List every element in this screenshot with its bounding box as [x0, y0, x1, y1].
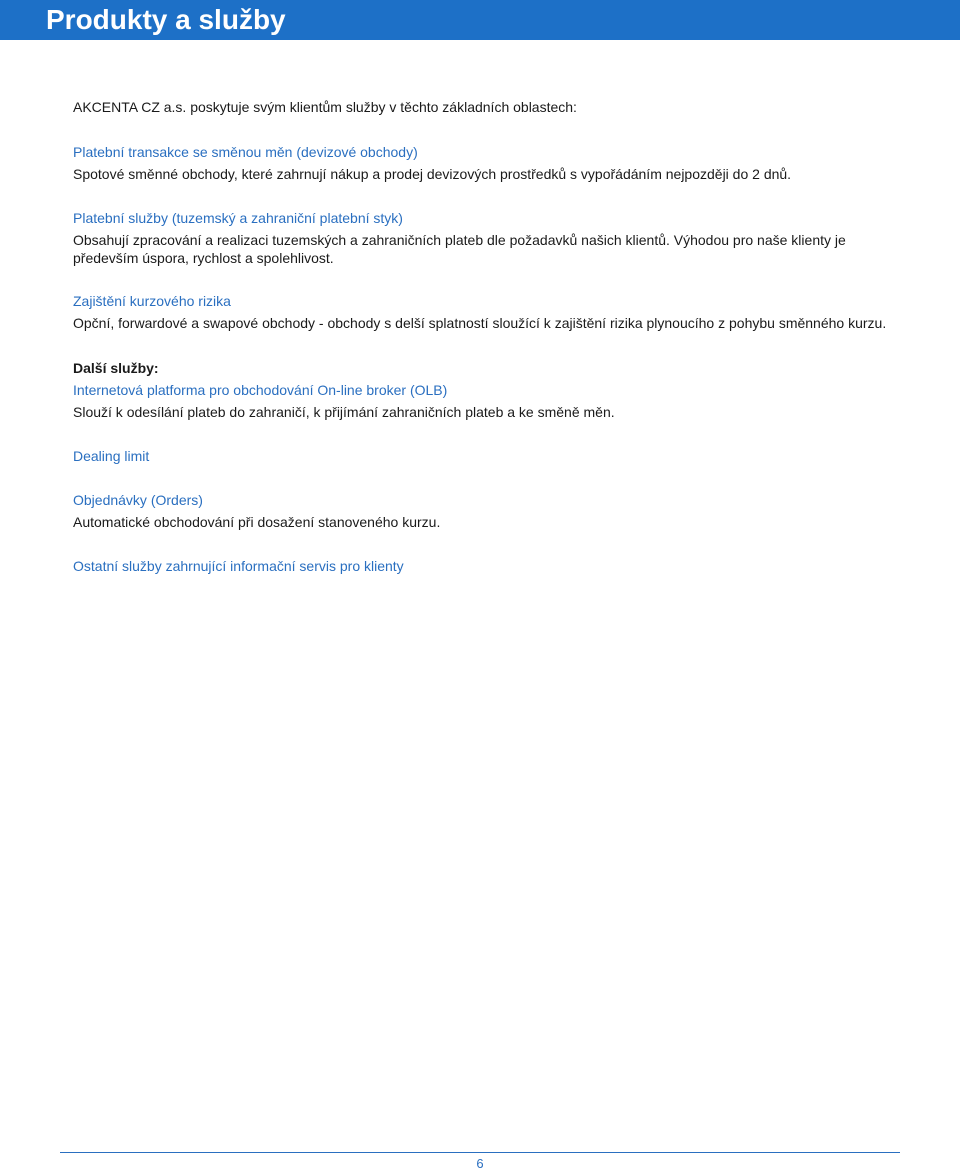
section-text-fx: Spotové směnné obchody, které zahrnují nákup a prodej devizových prostředků s vypořádáním nejpozději do 2 dnů. [73, 166, 792, 182]
service-heading-olb: Internetová platforma pro obchodování On-line broker (OLB) [73, 382, 448, 398]
service-text-olb: Slouží k odesílání plateb do zahraničí, k přijímání zahraničních plateb a ke směně měn. [73, 404, 615, 420]
service-heading-dealing-limit: Dealing limit [73, 448, 150, 464]
section-text-hedging: Opční, forwardové a swapové obchody - obchody s delší splatností sloužící k zajištění rizika plynoucího z pohybu směnného kurzu. [73, 315, 887, 331]
service-text-orders: Automatické obchodování při dosažení stanoveného kurzu. [73, 514, 441, 530]
service-heading-orders: Objednávky (Orders) [73, 492, 203, 508]
footer-divider [60, 1152, 900, 1153]
section-heading-hedging: Zajištění kurzového rizika [73, 293, 231, 309]
service-heading-other: Ostatní služby zahrnující informační servis pro klienty [73, 558, 404, 574]
intro-text: AKCENTA CZ a.s. poskytuje svým klientům služby v těchto základních oblastech: [73, 99, 577, 115]
header-bar [0, 0, 960, 40]
section-heading-payments: Platební služby (tuzemský a zahraniční platební styk) [73, 210, 403, 226]
section-heading-fx: Platební transakce se směnou měn (devizové obchody) [73, 144, 418, 160]
more-services-label: Další služby: [73, 360, 159, 376]
page-number: 6 [476, 1156, 484, 1171]
page-title: Produkty a služby [46, 4, 286, 35]
section-text-payments: Obsahují zpracování a realizaci tuzemských a zahraničních plateb dle požadavků našich klientů. Výhodou pro naše klienty je především úspora, rychlost a spolehlivost. [73, 232, 846, 266]
